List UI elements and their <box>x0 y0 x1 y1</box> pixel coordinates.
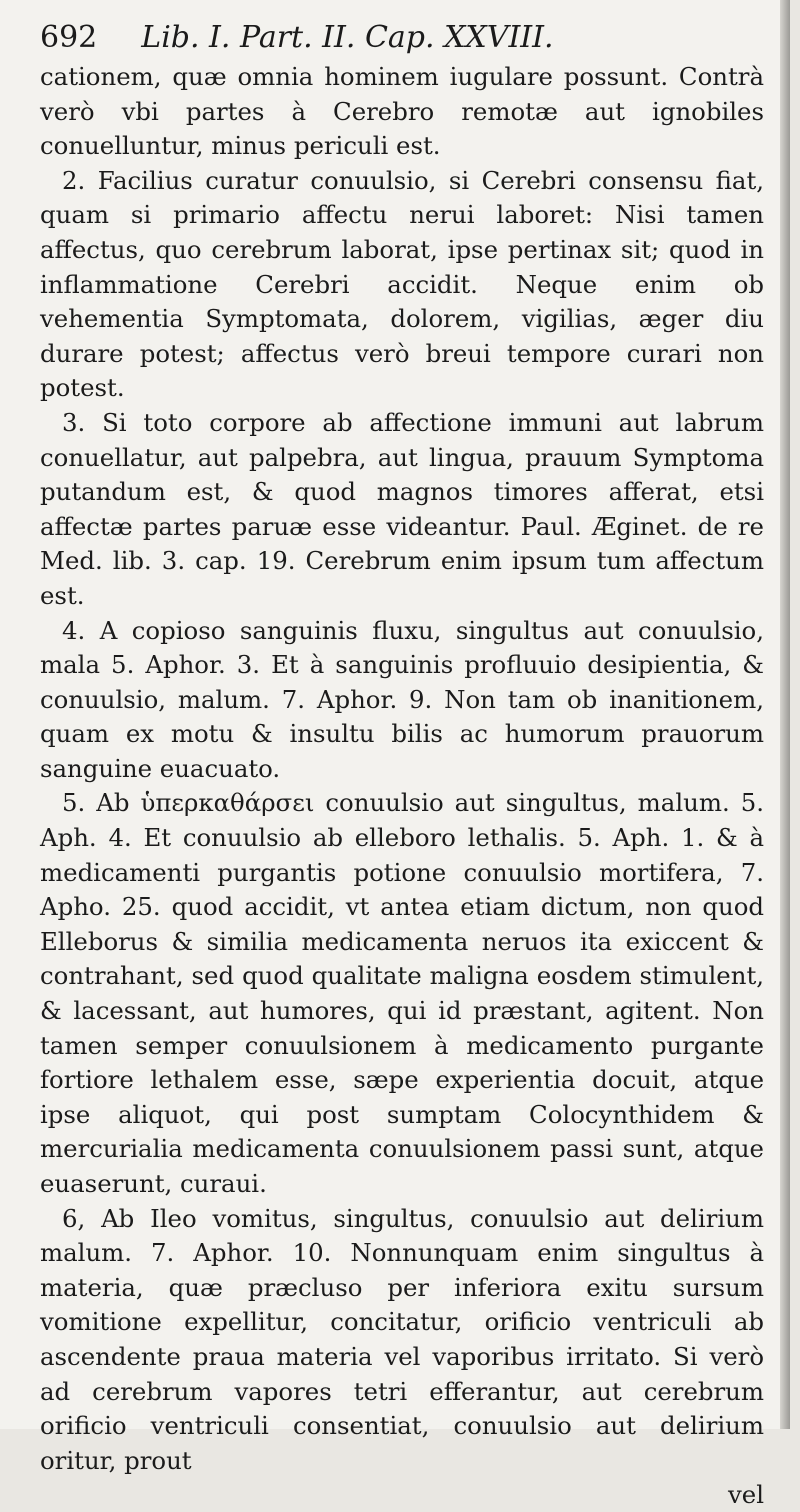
paragraph-5: 5. Ab ὑπερκαθάρσει conuulsio aut singultus, malum. 5. Aph. 4. Et conuulsio ab elleboro lethalis. 5. Aph. 1. & à medicamenti purgantis potione conuulsio mortifera, 7. Apho. 25. quod accidit, vt antea etiam dictum, non quod Elleborus & similia medicamenta neruos ita exiccent & contrahant, sed quod qualitate maligna eosdem stimulent, & lacessant, aut humores, qui id præstant, agitent. Non tamen semper conuulsionem à medicamento purgante fortiore lethalem esse, sæpe experientia docuit, atque ipse aliquot, qui post sumptam Colocynthidem & mercurialia medicamenta conuulsionem passi sunt, atque euaserunt, curaui. <box>40 788 764 1198</box>
paragraph-3: 3. Si toto corpore ab affectione immuni aut labrum conuellatur, aut palpebra, aut lingua, prauum Symptoma putandum est, & quod magnos timores afferat, etsi affectæ partes paruæ esse videantur. Paul. Æginet. de re Med. lib. 3. cap. 19. Cerebrum enim ipsum tum affectum est. <box>40 407 764 610</box>
paragraph-4: 4. A copioso sanguinis fluxu, singultus aut conuulsio, mala 5. Aphor. 3. Et à sanguinis profluuio desipientia, & conuulsio, malum. 7. Aphor. 9. Non tam ob inanitionem, quam ex motu & insultu bilis ac humorum prauorum sanguine euacuato. <box>40 615 764 783</box>
catchword: vel <box>727 1480 764 1510</box>
page-gutter <box>780 0 790 1429</box>
page-header <box>40 18 764 58</box>
page-number: 692 <box>40 20 98 55</box>
running-title: Lib. I. Part. II. Cap. XXVIII. <box>141 20 554 55</box>
paragraph-6: 6, Ab Ileo vomitus, singultus, conuulsio aut delirium malum. 7. Aphor. 10. Nonnunquam enim singultus à materia, quæ præcluso per inferiora exitu sursum vomitione expellitur, concitatur, orificio ventriculi ab ascendente praua materia vel vaporibus irritato. Si verò ad cerebrum vapores tetri efferantur, aut cerebrum orificio ventriculi consentiat, conuulsio aut delirium oritur, prout <box>40 1203 764 1475</box>
body-text <box>40 60 764 1478</box>
paragraph-continuation: cationem, quæ omnia hominem iugulare possunt. Contrà verò vbi partes à Cerebro remotæ aut ignobiles conuelluntur, minus periculi est. <box>40 62 764 161</box>
paragraph-2: 2. Facilius curatur conuulsio, si Cerebri consensu fiat, quam si primario affectu nerui laboret: Nisi tamen affectus, quo cerebrum laborat, ipse pertinax sit; quod in inflammatione Cerebri accidit. Neque enim ob vehementia Symptomata, dolorem, vigilias, æger diu durare potest; affectus verò breui tempore curari non potest. <box>40 165 764 403</box>
